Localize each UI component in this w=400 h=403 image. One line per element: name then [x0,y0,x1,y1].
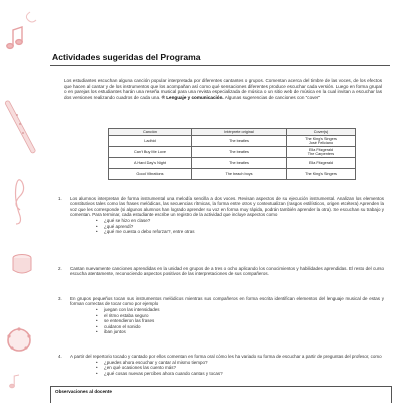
table-cell: The beatles [192,158,287,169]
activity-text: En grupos pequeños tocan sus instrumentos melódicos mientras sus compañeros en forma escrita identifican elementos del lenguaje musical de estas y forman correctas de tocar como por ejemplo [70,296,384,307]
title-divider [50,65,390,66]
list-item: • iban juntos [96,329,384,334]
list-item: • ¿qué cosas nuevas percibes ahora cuando cantas y tocas? [96,371,384,376]
table-cell: Good Vibrations [109,169,192,180]
treble-clef-icon [16,180,24,224]
small-note-icon [10,375,19,388]
intro-paragraph [64,78,382,100]
table-cell: The beach boys [192,169,287,180]
activity-bullet-list [96,218,384,234]
list-item: • el ritmo estaba seguro [96,313,384,318]
table-row [109,169,356,180]
activity-text: A partir del repertorio tocado y cantado por ellos comentan en forma oral cómo les ha variado su forma de escuchar a partir de preguntas del profesor, como [70,354,382,359]
table-cell: The beatles [192,136,287,147]
table-cell: The beatles [192,147,287,158]
list-item: • ¿qué se hizo en clase? [96,218,384,223]
list-item: • ¿qué aprendí? [96,224,384,229]
activity-bullet-list [96,307,384,334]
header-cancion: Canción [109,129,192,136]
table-cell: A Hard Day's Night [109,158,192,169]
intro-text: Los estudiantes escuchan alguna canción popular interpretada por diferentes cantantes o grupos. Comentan acerca del timbre de las voces, de los efectos que hacen al cantar y de los instrumentos que los acompañan así como qué sensaciones diferentes produce escuchar cada versión. Luego en forma grupal o en parejas los estudiantes harán una reseña musical para una revista especializada de música o un sitio web de música en la cual invitan a escuchar las dos versiones realizando cuadros de cada una. [64,78,382,100]
activity-2 [58,266,384,277]
table-header-row [109,129,356,136]
table-cell: The King's Singers [287,169,356,180]
decorative-sidebar [0,0,44,400]
table-cell: Ella Fitzgerald The Carpenters [287,147,356,158]
header-interprete: Intérprete original [192,129,287,136]
intro-reference-bold: ® Lenguaje y comunicación. [161,94,224,100]
table-row [109,158,356,169]
drum-icon [13,255,31,274]
table-cell: Ella Fitzgerald [287,158,356,169]
activity-3 [58,296,384,334]
observaciones-box [50,386,392,403]
intro-reference-text: Algunas sugerencias de canciones con "cover" [224,94,321,100]
music-doodles-illustration [0,0,44,400]
table-row [109,147,356,158]
activity-number: 3. [58,296,62,301]
table-cell: Ladhid [109,136,192,147]
flute-icon [5,100,36,153]
swirl-icon [26,12,36,22]
activity-number: 2. [58,266,62,271]
list-item: • cuidaron el sonido [96,324,384,329]
activity-number: 4. [58,354,62,359]
list-item: • ¿en qué ocasiones las cuento más? [96,365,384,370]
document-page [50,0,396,400]
page-title: Actividades sugeridas del Programa [52,52,201,62]
activity-1 [58,196,384,234]
list-item: • se entendieron las frases [96,318,384,323]
list-item: • ¿puedes ahora escuchar y cantar al mismo tiempo? [96,360,384,365]
list-item: • ¿qué me cuesta o debo reforzar?, entre otras [96,229,384,234]
tambourine-icon [7,327,30,351]
table-cell: Can't Buy Me Love [109,147,192,158]
table-row [109,136,356,147]
list-item: • juegan con las intensidades [96,307,384,312]
music-note-icon [7,27,22,48]
observaciones-label: Observaciones al docente [55,389,112,394]
table-cell: The King's Singers José Feliciano [287,136,356,147]
activity-text: Cantan nuevamente canciones aprendidas en la unidad en grupos de a tres o ocho aplicando los conocimientos y habilidades aprendidas. El resto del curso escucha atentamente, reconociendo aspectos positivos de las interpretaciones de sus compañeros. [70,266,384,277]
activity-number: 1. [58,196,62,201]
songs-table [108,128,356,180]
header-covers: Cover(s) [287,129,356,136]
activity-text: Los alumnos interpretan de forma instrumental una melodía sencilla a dos voces. Revisan aspectos de su ejecución instrumental. Analizan los elementos constitutivos tales como las frases melódicas, las secuencias rítmicas, la forma entre otros y contextualizan (rasgos estilísticos, origen etcétera) Aprenden la voz que les corresponde (si algunos alumnos han logrado aprender su voz en forma muy rápida, podrán también aprender la otra). Se escuchan su trabajo y comentan. Para terminar, cada estudiante escribe un registro de la actividad que incluye aspectos como [70,196,384,218]
activity-bullet-list [96,360,384,376]
activity-4 [58,354,384,376]
